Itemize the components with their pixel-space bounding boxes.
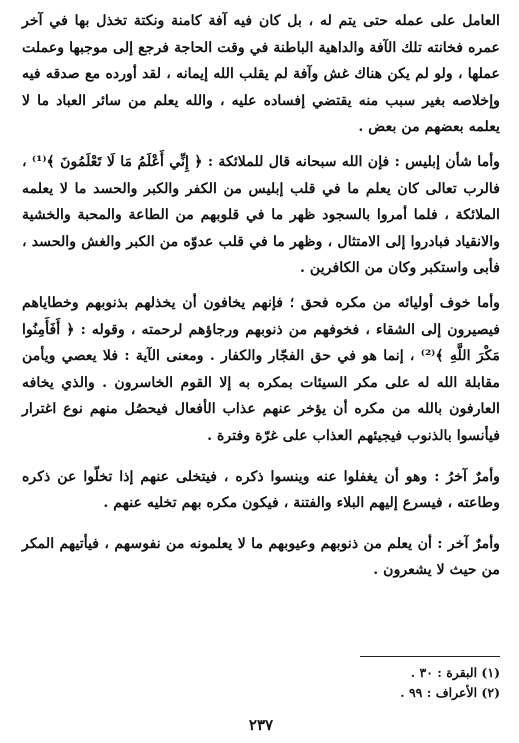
paragraph-3 — [22, 290, 500, 450]
footnote-2: (٢) الأعراف : ٩٩ . — [400, 685, 500, 700]
paragraph-2 — [22, 149, 500, 282]
paragraph-3-text: وأما خوف أوليائه من مكره فحق ؛ فإنهم يخافون أن يخذلهم بذنوبهم وخطاياهم فيصيرون إلى الشقاء ، فخوفهم من ذنوبهم ورجاؤهم لرحمته ، وقوله : ﴿ أَفَأَمِنُوا مَكْرَ اللَّهِ ﴾⁽²⁾ ، إنما هو في حق الفجّار والكفار . ومعنى الآية : فلا يعصي ويأمن مقابلة الله له على مكر السيئات بمكره به إلا القوم الخاسرون . والذي يخافه العارفون بالله من مكره أن يؤخر عنهم عذاب الأفعال فيحصُل منهم نوع اغترار فيأنسوا بالذنوب فيجيئهم العذاب على غرّة وفترة . — [22, 294, 500, 444]
page-number: ٢٣٧ — [248, 716, 274, 734]
footnote-1: (١) البقرة : ٣٠ . — [410, 665, 500, 680]
paragraph-1 — [22, 8, 500, 141]
footnotes — [22, 656, 500, 703]
paragraph-4 — [22, 464, 500, 517]
paragraph-5 — [22, 531, 500, 584]
paragraph-1-text: العامل على عمله حتى يتم له ، بل كان فيه آفة كامنة ونكتة تخذل بها في آخر عمره فخانته تلك الآفة والداهية الباطنة في وقت الحاجة فرجع إلى موجبها وعملت عملها ، ولو لم يكن هناك غش وآفة لم يقلب الله إيمانه ، لقد أورده مع صدقه فيه وإخلاصه بغير سبب منه يقتضي إفساده عليه ، والله يعلم من سائر العباد ما لا يعلمه بعضهم من بعض . — [22, 13, 500, 136]
paragraph-5-text: وأمرٌ آخر : أن يعلم من ذنوبهم وعيوبهم ما لا يعلمونه من نفوسهم ، فيأتيهم المكر من حيث لا يشعرون . — [22, 535, 500, 579]
footnote-divider — [360, 656, 500, 657]
book-page — [22, 8, 500, 738]
paragraph-2-lead: وأما شأن إبليس : — [389, 153, 500, 170]
paragraph-4-text: وأمرٌ آخرُ : وهو أن يغفلوا عنه وينسوا ذكره ، فيتخلى عنهم إذا تخلّوا عن ذكره وطاعته ، فيسرع إليهم البلاء والفتنة ، فيكون مكره بهم تخليه عنهم . — [22, 468, 500, 512]
paragraph-2-text: فإن الله سبحانه قال للملائكة : ﴿ إِنِّي أَعْلَمُ مَا لَا تَعْلَمُونَ ﴾⁽¹⁾ ، فالرب تعالى كان يعلم ما في قلب إبليس من الكفر والكبر والحسد ما لا يعلمه الملائكة ، فلما أمروا بالسجود ظهر ما في قلوبهم من الطاعة والمحبة والخشية والانقياد فبادروا إلى الامتثال ، وظهر ما في قلب عدوّه من الكبر والغش والحسد ، فأبى واستكبر وكان من الكافرين . — [22, 153, 500, 277]
